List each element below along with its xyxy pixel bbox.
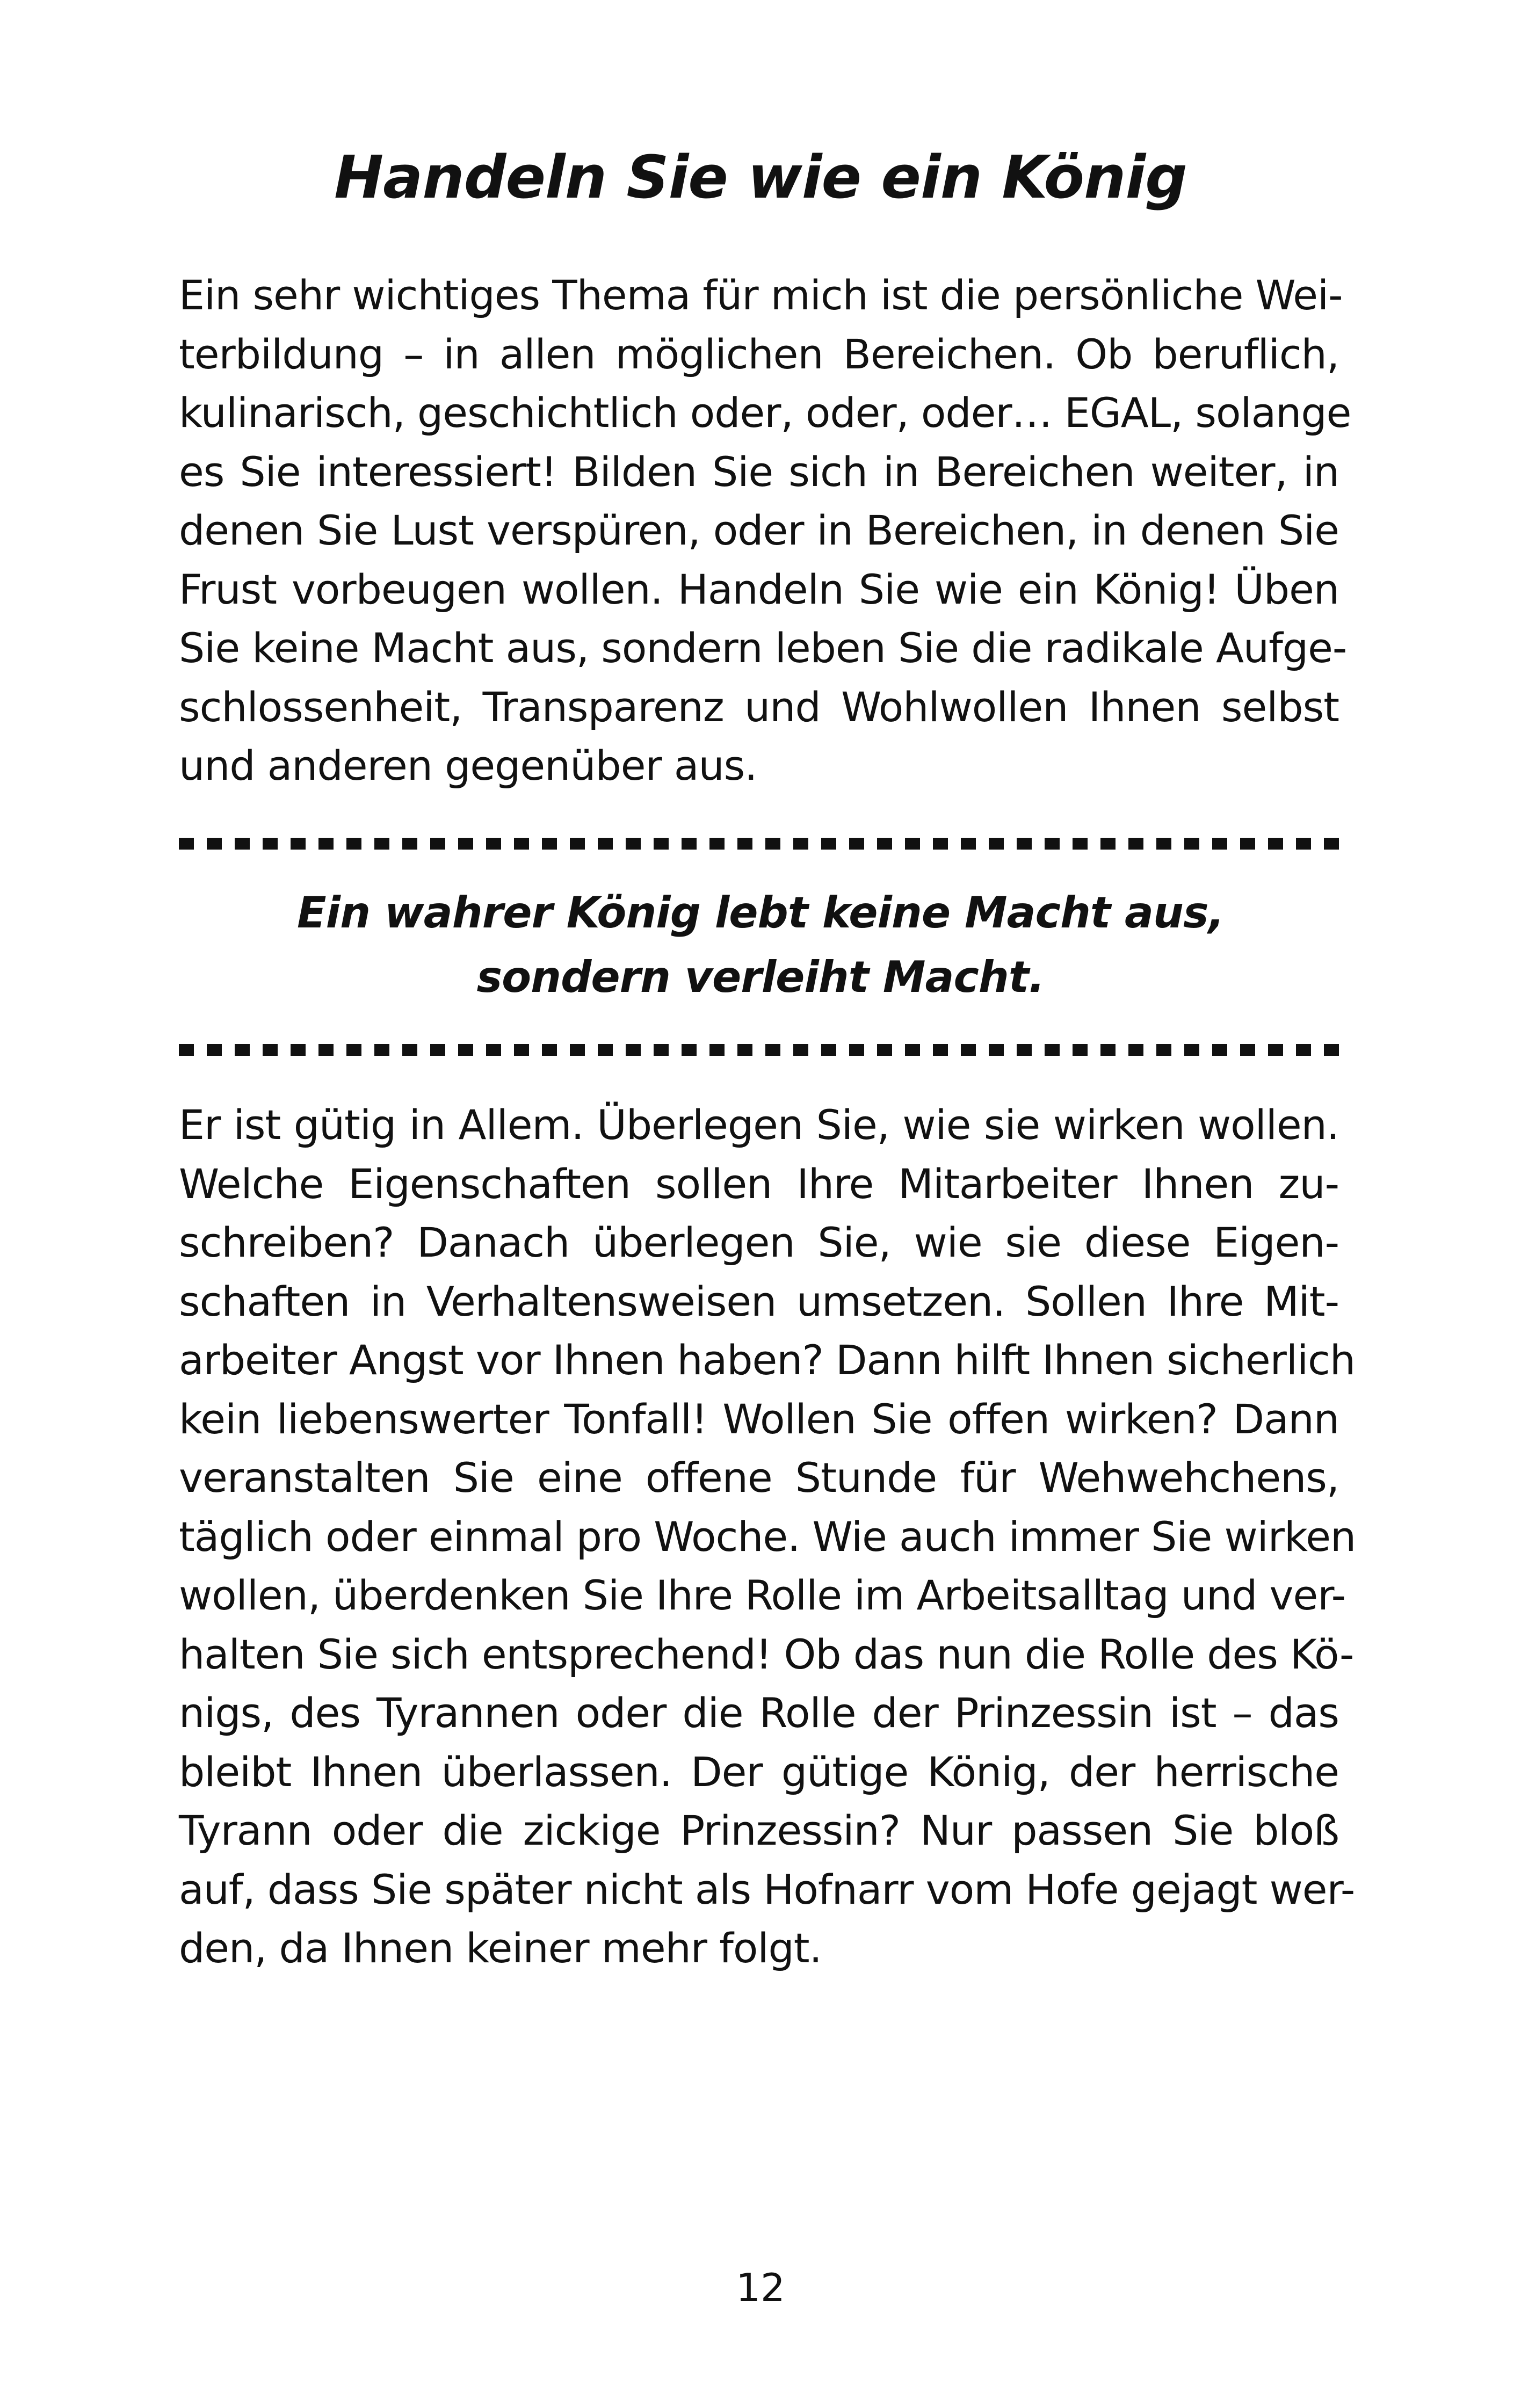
dotted-divider-top	[179, 838, 1339, 850]
paragraph-1-line: kulinarisch, geschichtlich oder, oder, oder… EGAL, solange	[179, 389, 1351, 437]
paragraph-2-line: täglich oder einmal pro Woche. Wie auch immer Sie wirken	[179, 1512, 1356, 1561]
paragraph-2-line: kein liebenswerter Tonfall! Wollen Sie offen wirken? Dann	[179, 1395, 1339, 1443]
paragraph-2-line: nigs, des Tyrannen oder die Rolle der Prinzessin ist – das	[179, 1689, 1339, 1737]
paragraph-2-line: arbeiter Angst vor Ihnen haben? Dann hilft Ihnen sicherlich	[179, 1336, 1356, 1384]
paragraph-2-line: schaften in Verhaltensweisen umsetzen. Sollen Ihre Mit-	[179, 1277, 1339, 1325]
paragraph-2-line: Er ist gütig in Allem. Überlegen Sie, wie sie wirken wollen.	[179, 1101, 1339, 1149]
paragraph-2-line: halten Sie sich entsprechend! Ob das nun die Rolle des Kö-	[179, 1630, 1354, 1678]
body-paragraph-2	[179, 1096, 1356, 1978]
paragraph-2-line: Welche Eigenschaften sollen Ihre Mitarbeiter Ihnen zu-	[179, 1159, 1339, 1208]
paragraph-1-line: terbildung – in allen möglichen Bereichen. Ob beruflich,	[179, 330, 1339, 378]
paragraph-2-line: wollen, überdenken Sie Ihre Rolle im Arbeitsalltag und ver-	[179, 1571, 1346, 1619]
paragraph-2-line: schreiben? Danach überlegen Sie, wie sie diese Eigen-	[179, 1218, 1339, 1266]
paragraph-2-line: den, da Ihnen keiner mehr folgt.	[179, 1924, 822, 1972]
paragraph-2-line: auf, dass Sie später nicht als Hofnarr vom Hofe gejagt wer-	[179, 1865, 1355, 1913]
page-title: Handeln Sie wie ein König	[334, 143, 1187, 212]
paragraph-1-line: Ein sehr wichtiges Thema für mich ist die persönliche Wei-	[179, 271, 1343, 319]
pull-quote-line: sondern verleiht Macht.	[476, 952, 1045, 1002]
paragraph-1-line: schlossenheit, Transparenz und Wohlwollen Ihnen selbst	[179, 683, 1339, 731]
paragraph-1-line: Frust vorbeugen wollen. Handeln Sie wie ein König! Üben	[179, 565, 1339, 613]
pull-quote-line: Ein wahrer König lebt keine Macht aus,	[297, 888, 1224, 938]
paragraph-1-line: und anderen gegenüber aus.	[179, 742, 757, 789]
pull-quote	[0, 881, 1521, 1010]
paragraph-2-line: veranstalten Sie eine offene Stunde für Wehwehchens,	[179, 1454, 1339, 1502]
body-paragraph-1	[179, 266, 1351, 795]
paragraph-1-line: es Sie interessiert! Bilden Sie sich in Bereichen weiter, in	[179, 447, 1339, 496]
paragraph-2-line: Tyrann oder die zickige Prinzessin? Nur passen Sie bloß	[179, 1807, 1339, 1854]
paragraph-2-line: bleibt Ihnen überlassen. Der gütige König, der herrische	[179, 1747, 1339, 1796]
page-number: 12	[736, 2265, 785, 2310]
paragraph-1-line: denen Sie Lust verspüren, oder in Bereichen, in denen Sie	[179, 506, 1339, 554]
paragraph-1-line: Sie keine Macht aus, sondern leben Sie die radikale Aufge-	[179, 624, 1347, 672]
dotted-divider-bottom	[179, 1044, 1339, 1056]
